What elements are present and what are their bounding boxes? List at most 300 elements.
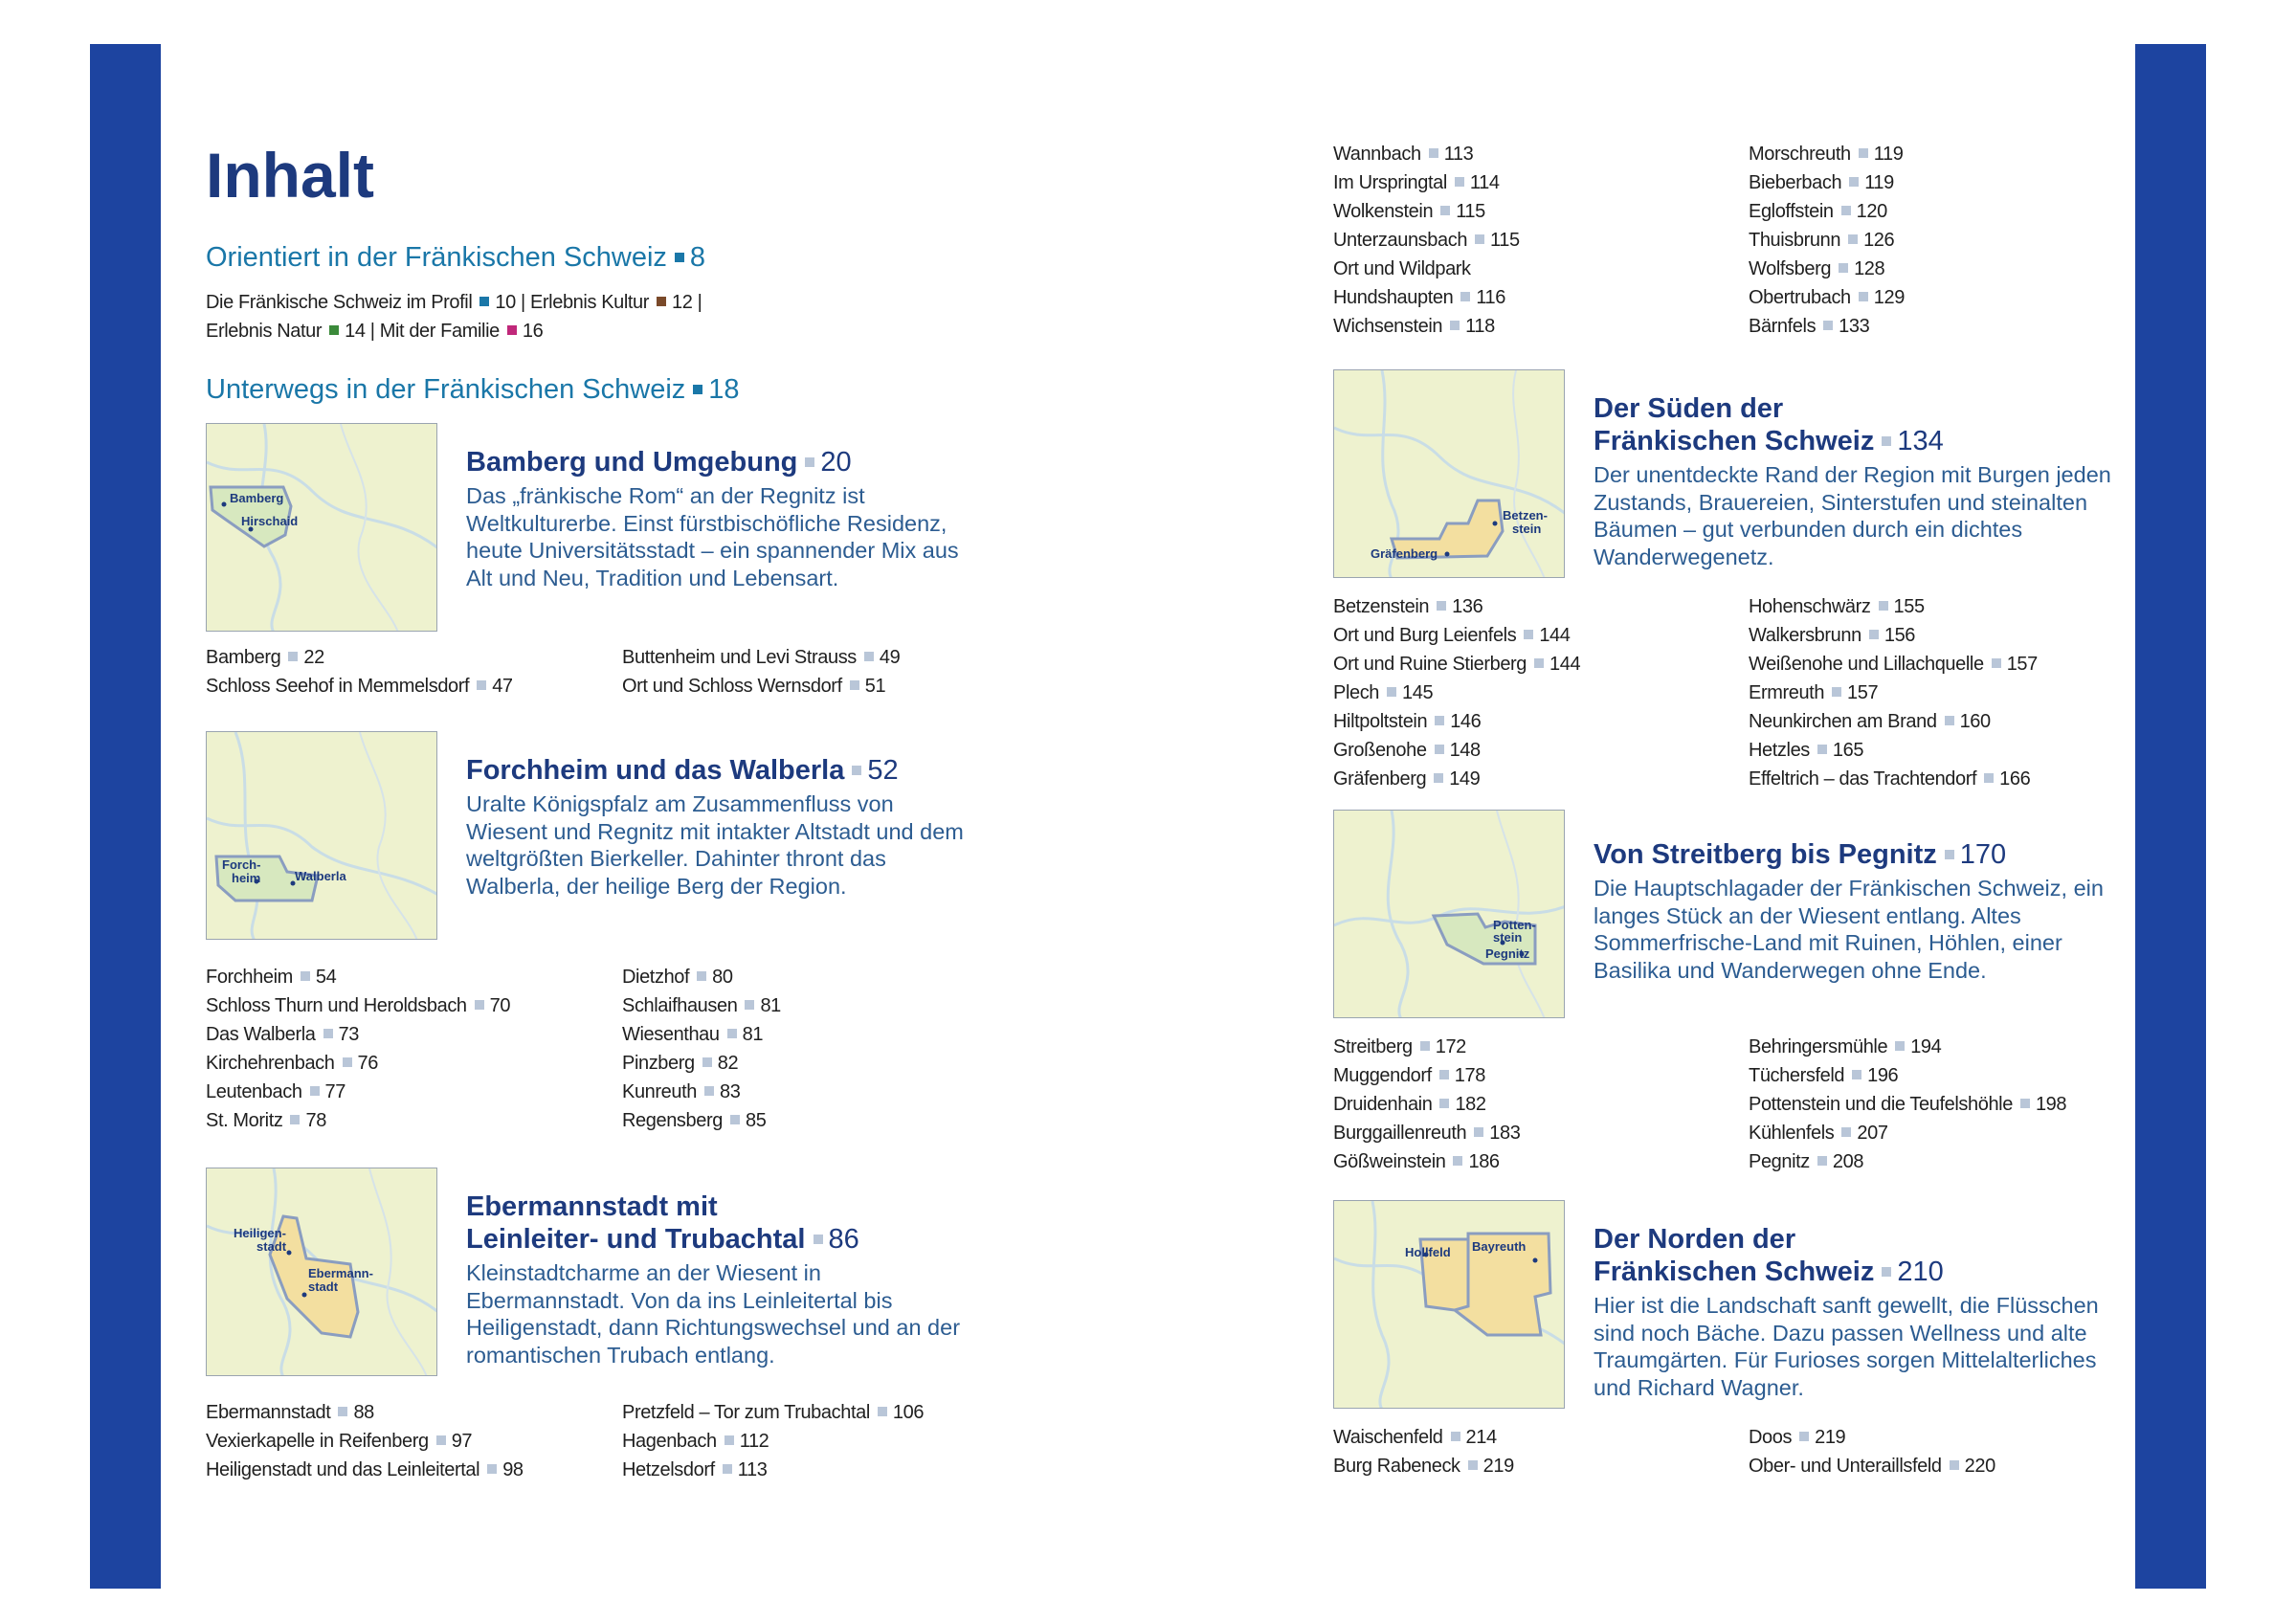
square-marker-icon [704,1086,714,1096]
page-number: 178 [1454,1065,1485,1086]
place-entry[interactable] [206,991,617,1020]
square-marker-icon [2020,1099,2030,1108]
map-label: Ebermann- [308,1266,373,1280]
place-name: Heiligenstadt und das Leinleitertal [206,1459,480,1480]
square-marker-icon [1992,658,2001,668]
page-number: 186 [1468,1151,1500,1172]
square-marker-icon [343,1057,352,1067]
place-name: Hetzles [1749,740,1810,761]
place-entry[interactable] [1333,1423,1745,1452]
region-title[interactable]: Von Streitberg bis Pegnitz 170 [1594,839,2007,870]
page-number: 126 [1863,230,1895,251]
place-entry[interactable] [206,643,617,672]
place-name: Ort und Burg Leienfels [1333,625,1517,646]
region-map [206,731,437,940]
page-number: 88 [353,1402,374,1423]
place-name: Das Walberla [206,1024,316,1045]
place-entry[interactable] [1333,621,1745,650]
page-title: Inhalt [206,140,374,211]
page-number: 157 [1847,682,1879,703]
square-marker-icon [1435,716,1444,725]
square-marker-icon [436,1435,446,1445]
page-number: 81 [742,1024,764,1045]
region-title[interactable]: Bamberg und Umgebung 20 [466,447,852,478]
page-number: 198 [2035,1094,2067,1115]
square-marker-icon [310,1086,320,1096]
place-entry[interactable] [1749,255,2151,283]
place-entry[interactable] [206,672,617,701]
page-number: 207 [1857,1123,1888,1144]
page-number: 112 [739,1431,769,1452]
square-marker-icon [727,1029,737,1038]
place-name: Streitberg [1333,1036,1413,1057]
place-name: Ermreuth [1749,682,1825,703]
square-marker-icon [477,680,486,690]
square-marker-icon [850,680,859,690]
place-entry[interactable] [206,1106,617,1135]
place-entry[interactable] [1333,1061,1745,1090]
left-column [206,140,971,1480]
place-entry[interactable] [1333,197,1745,226]
place-name: Schlaifhausen [622,995,738,1016]
place-name: Hiltpoltstein [1333,711,1428,732]
page-number: 208 [1832,1151,1864,1172]
square-marker-icon [1455,177,1464,187]
link-natur[interactable]: Erlebnis Natur 14 [206,320,366,342]
place-entry[interactable] [206,1456,617,1484]
place-name: Kunreuth [622,1081,697,1102]
map-label: Pegnitz [1485,946,1530,961]
page-number: 54 [315,967,337,988]
region-text [466,1190,971,1368]
place-name: Bieberbach [1749,172,1842,193]
place-name: Obertrubach [1749,287,1851,308]
square-marker-icon [1848,234,1858,244]
map-label: stadt [308,1279,339,1294]
square-marker-icon [1839,263,1848,273]
page-number: 156 [1884,625,1916,646]
square-marker-icon [730,1115,740,1124]
place-entry[interactable] [206,1078,617,1106]
place-list-col1 [1333,592,1745,793]
place-list-col1 [206,963,617,1135]
square-marker-icon [1439,1070,1449,1079]
square-marker-icon [1474,1127,1483,1137]
place-name: Ort und Ruine Stierberg [1333,654,1527,675]
place-name: Burg Rabeneck [1333,1456,1460,1477]
place-entry[interactable] [1749,1090,2151,1119]
page-number: 22 [303,647,324,668]
square-marker-icon [1534,658,1544,668]
place-name: Hohenschwärz [1749,596,1871,617]
link-kultur[interactable]: Erlebnis Kultur 12 [529,291,693,313]
square-marker-icon [507,325,517,335]
place-name: Wichsenstein [1333,316,1443,337]
place-name: Hundshaupten [1333,287,1454,308]
place-entry[interactable] [1749,1119,2151,1147]
place-name: Egloffstein [1749,201,1834,222]
place-entry[interactable] [1749,765,2151,793]
place-name: Wannbach [1333,144,1421,165]
square-marker-icon [1799,1432,1809,1441]
square-marker-icon [1440,206,1450,215]
map-label: Walberla [295,869,346,883]
place-entry[interactable] [622,991,1024,1020]
map-label: heim [232,871,261,885]
place-entry[interactable] [622,1020,1024,1049]
region-map [1333,1200,1565,1409]
unterwegs-heading[interactable]: Unterwegs in der Fränkischen Schweiz 18 [206,374,740,405]
square-marker-icon [724,1435,734,1445]
place-name: Muggendorf [1333,1065,1432,1086]
square-marker-icon [1841,1127,1851,1137]
place-entry[interactable] [1749,1033,2151,1061]
page-number: 128 [1854,258,1885,279]
place-list-col2 [1749,1423,2151,1480]
place-entry[interactable] [622,672,1024,701]
page-number: 85 [745,1110,767,1131]
page-number: 172 [1435,1036,1466,1057]
orient-links-line1 [206,288,705,317]
page-number: 220 [1964,1456,1995,1477]
square-marker-icon [697,971,706,981]
page-number: 136 [1452,596,1483,617]
map-label: Betzen- [1503,508,1548,523]
orient-heading[interactable]: Orientiert in der Fränkischen Schweiz 8 [206,242,706,273]
place-entry[interactable] [1749,283,2151,312]
square-marker-icon [1984,773,1994,783]
place-entry[interactable] [1333,679,1745,707]
place-entry[interactable] [206,1020,617,1049]
square-marker-icon [693,385,702,394]
place-name: Gößweinstein [1333,1151,1446,1172]
page-number: 166 [1999,768,2031,790]
place-entry[interactable] [1749,650,2151,679]
square-marker-icon [1869,630,1879,639]
page-number: 145 [1402,682,1434,703]
place-entry[interactable] [1749,1423,2151,1452]
place-list-col1 [1333,140,1745,341]
page-number: 160 [1959,711,1991,732]
region-map [1333,810,1565,1018]
place-entry[interactable] [1333,283,1745,312]
page-number: 149 [1449,768,1481,790]
page-number: 219 [1815,1427,1846,1448]
place-entry[interactable] [1333,312,1745,341]
page-number: 146 [1450,711,1482,732]
square-marker-icon [1882,436,1891,446]
page-number: 148 [1449,740,1481,761]
square-marker-icon [1439,1099,1449,1108]
square-marker-icon [1817,1156,1827,1166]
place-entry[interactable] [1749,621,2151,650]
place-name: Hagenbach [622,1431,717,1452]
place-name: Dietzhof [622,967,690,988]
place-entry[interactable] [1749,736,2151,765]
page-number: 78 [305,1110,326,1131]
region-title[interactable]: Der Norden der Fränkischen Schweiz 210 [1594,1224,1944,1287]
place-entry[interactable] [622,1456,1024,1484]
place-name: Thuisbrunn [1749,230,1841,251]
square-marker-icon [1450,321,1460,330]
place-name: Großenohe [1333,740,1427,761]
square-marker-icon [1387,687,1396,697]
place-entry[interactable] [1333,1119,1745,1147]
separator: | [697,291,702,313]
place-name: Schloss Seehof in Memmelsdorf [206,676,470,697]
square-marker-icon [1823,321,1833,330]
page-number: 119 [1864,172,1894,193]
square-marker-icon [1882,1267,1891,1277]
region-description: Das „fränkische Rom“ an der Regnitz ist Weltkulturerbe. Einst fürstbischöfliche Residenz, heute Universitätsstadt – ein spannender Mix aus Alt und Neu, Tradition und Lebensart. [466,483,959,590]
map-label: Hirschaid [241,514,299,528]
map-label: Forch- [222,857,261,872]
square-marker-icon [338,1407,347,1416]
place-list-col2 [1749,1033,2151,1176]
square-marker-icon [1950,1460,1959,1470]
place-list-col1 [206,1398,617,1484]
page-number: 144 [1549,654,1581,675]
page-number: 114 [1469,172,1500,193]
map-label: Bamberg [230,491,284,505]
page-number: 76 [357,1053,378,1074]
square-marker-icon [1435,745,1444,754]
place-entry[interactable] [1333,140,1745,168]
place-entry[interactable] [622,1049,1024,1078]
link-profil[interactable]: Die Fränkische Schweiz im Profil 10 [206,291,516,313]
region-map [206,1168,437,1376]
page-number: 80 [712,967,733,988]
square-marker-icon [1841,206,1851,215]
page-number: 133 [1839,316,1870,337]
square-marker-icon [864,652,874,661]
place-entry[interactable] [1749,312,2151,341]
square-marker-icon [805,457,814,467]
page-number: 82 [717,1053,739,1074]
map-label: Heiligen- [234,1226,286,1240]
square-marker-icon [475,1000,484,1010]
region-title[interactable]: Der Süden der Fränkischen Schweiz 134 [1594,393,1944,456]
place-name: Bamberg [206,647,281,668]
square-marker-icon [1945,850,1954,859]
place-name: Walkersbrunn [1749,625,1861,646]
place-entry[interactable] [1749,1061,2151,1090]
place-entry[interactable] [1749,140,2151,168]
page-number: 77 [324,1081,346,1102]
place-list-col1 [1333,1423,1745,1480]
place-entry[interactable] [206,1049,617,1078]
square-marker-icon [1468,1460,1478,1470]
separator: | [521,291,530,313]
place-name: Pegnitz [1749,1151,1810,1172]
page-number: 113 [737,1459,768,1480]
place-entry[interactable] [1333,1452,1745,1480]
place-name: Burggaillenreuth [1333,1123,1467,1144]
place-entry[interactable] [622,643,1024,672]
place-entry[interactable] [206,1427,617,1456]
square-marker-icon [1859,292,1868,301]
link-familie[interactable]: Mit der Familie 16 [379,320,544,342]
square-marker-icon [1817,745,1827,754]
square-marker-icon [1429,148,1438,158]
place-entry[interactable] [1333,1147,1745,1176]
place-entry[interactable] [1749,197,2151,226]
place-list-col1 [206,643,617,701]
map-label: stein [1493,930,1523,945]
region-description: Hier ist die Landschaft sanft gewellt, die Flüsschen sind noch Bäche. Dazu passen Wellness und alte Traumgärten. Für Furioses sorgen Mittelalterliches und Richard Wagner. [1594,1293,2099,1400]
square-marker-icon [1437,601,1446,611]
place-list-col1 [1333,1033,1745,1176]
place-name: Pinzberg [622,1053,695,1074]
region-description: Die Hauptschlagader der Fränkischen Schweiz, ein langes Stück an der Wiesent entlang. Altes Sommerfrische-Land mit Ruinen, Höhlen, einer Basilika und Wanderwegen ohne Ende. [1594,876,2104,983]
page-number: 115 [1456,201,1485,222]
map-label: Hollfeld [1405,1245,1451,1259]
page-number: 155 [1893,596,1925,617]
place-list-col2 [622,1398,1024,1484]
place-name: Waischenfeld [1333,1427,1443,1448]
page-number: 118 [1465,316,1495,337]
square-marker-icon [1895,1041,1905,1051]
page-number: 129 [1873,287,1905,308]
place-entry[interactable] [1333,592,1745,621]
place-entry[interactable] [622,1427,1024,1456]
square-marker-icon [878,1407,887,1416]
square-marker-icon [487,1464,497,1474]
place-entry[interactable] [1333,765,1745,793]
orient-section [206,241,705,345]
place-entry[interactable] [206,1398,617,1427]
page-number: 194 [1910,1036,1942,1057]
place-entry[interactable] [1333,1090,1745,1119]
place-name: Wolkenstein [1333,201,1434,222]
place-name: Druidenhain [1333,1094,1433,1115]
place-name: Effeltrich – das Trachtendorf [1749,768,1977,790]
place-entry[interactable] [622,1398,1024,1427]
square-marker-icon [1453,1156,1462,1166]
place-name: Unterzaunsbach [1333,230,1468,251]
region-description: Uralte Königspfalz am Zusammenfluss von Wiesent und Regnitz mit intakter Altstadt und dem weltgrößten Bierkeller. Dahinter thront das Walberla, der heilige Berg der Region. [466,791,964,899]
region-text [466,754,971,900]
place-entry[interactable] [622,963,1024,991]
region-description: Kleinstadtcharme an der Wiesent in Ebermannstadt. Von da ins Leinleitertal bis Heiligenstadt, dann Richtungswechsel und an der romantischen Trubach entlang. [466,1260,961,1368]
square-marker-icon [1460,292,1470,301]
region-description: Der unentdeckte Rand der Region mit Burgen jeden Zustands, Brauereien, Sinterstufen und steinalten Bäumen – gut verbunden durch ein dichtes Wanderwegenetz. [1594,462,2111,569]
page-number: 47 [492,676,513,697]
place-name: Wolfsberg [1749,258,1832,279]
place-name: Regensberg [622,1110,723,1131]
page-number: 83 [719,1081,741,1102]
place-entry[interactable] [1333,226,1745,255]
region-title[interactable]: Forchheim und das Walberla 52 [466,755,899,786]
page-number: 196 [1867,1065,1899,1086]
square-marker-icon [1859,148,1868,158]
place-entry[interactable] [1749,1147,2151,1176]
place-entry[interactable] [1749,226,2151,255]
place-name: Wiesenthau [622,1024,720,1045]
page-number: 115 [1490,230,1520,251]
place-entry[interactable] [1333,650,1745,679]
place-name: Gräfenberg [1333,768,1427,790]
page-number: 81 [760,995,781,1016]
square-marker-icon [745,1000,754,1010]
place-name: Buttenheim und Levi Strauss [622,647,857,668]
place-entry[interactable] [1333,168,1745,197]
place-name: Kühlenfels [1749,1123,1835,1144]
place-entry[interactable] [206,963,617,991]
square-marker-icon [702,1057,712,1067]
page-number: 70 [489,995,511,1016]
place-name: Tüchersfeld [1749,1065,1845,1086]
map-label: Gräfenberg [1371,546,1438,561]
place-entry[interactable] [1749,679,2151,707]
square-marker-icon [1849,177,1859,187]
place-name: Ort und Schloss Wernsdorf [622,676,842,697]
place-entry[interactable] [1749,707,2151,736]
place-name: Neunkirchen am Brand [1749,711,1937,732]
place-entry[interactable] [1333,707,1745,736]
place-entry[interactable] [1333,736,1745,765]
place-entry[interactable] [1749,168,2151,197]
square-marker-icon [1451,1432,1460,1441]
place-name: Ort und Wildpark [1333,258,1471,279]
page-number: 73 [338,1024,359,1045]
map-label: stadt [256,1239,287,1254]
square-marker-icon [1475,234,1484,244]
page-number: 98 [502,1459,524,1480]
place-entry[interactable] [622,1106,1024,1135]
square-marker-icon [657,297,666,306]
square-marker-icon [290,1115,300,1124]
square-marker-icon [1852,1070,1861,1079]
page-number: 106 [892,1402,925,1423]
place-name: Leutenbach [206,1081,302,1102]
page-number: 219 [1482,1456,1514,1477]
place-entry[interactable] [622,1078,1024,1106]
place-list-col2 [1749,592,2151,793]
map-label: Potten- [1493,918,1536,932]
square-marker-icon [329,325,339,335]
region-map [1333,369,1565,578]
orient-links [206,288,705,345]
separator: | [369,320,380,342]
place-entry[interactable] [1749,1452,2151,1480]
place-name: Ebermannstadt [206,1402,331,1423]
place-entry[interactable] [1333,255,1745,283]
place-name: Forchheim [206,967,293,988]
map-label: stein [1512,522,1542,536]
page-number: 119 [1873,144,1904,165]
place-name: Doos [1749,1427,1793,1448]
map-label: Bayreuth [1472,1239,1527,1254]
place-name: Schloss Thurn und Heroldsbach [206,995,467,1016]
place-entry[interactable] [1749,592,2151,621]
square-marker-icon [852,766,861,775]
square-marker-icon [479,297,489,306]
region-text [466,446,971,591]
region-title[interactable]: Ebermannstadt mit Leinleiter- und Trubachtal 86 [466,1191,859,1255]
page-number: 144 [1539,625,1571,646]
square-marker-icon [1434,773,1443,783]
page-number: 165 [1832,740,1864,761]
place-name: Pottenstein und die Teufelshöhle [1749,1094,2013,1115]
place-list-col2 [622,963,1024,1135]
place-entry[interactable] [1333,1033,1745,1061]
region-map [206,423,437,632]
page-number: 113 [1443,144,1474,165]
page-number: 183 [1489,1123,1521,1144]
page-number: 116 [1476,287,1505,308]
orient-links-line2 [206,317,705,345]
